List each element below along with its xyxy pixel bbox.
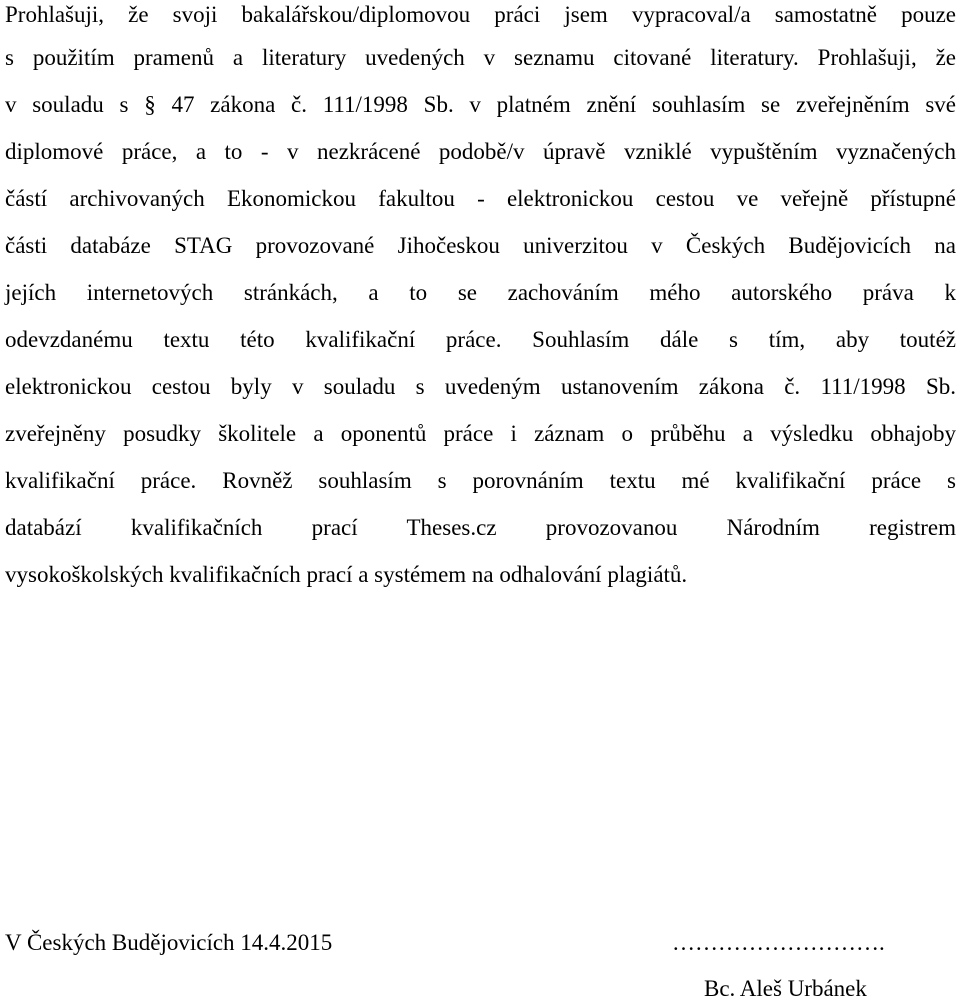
declaration-line: v souladu s § 47 zákona č. 111/1998 Sb. v platném znění souhlasím se zveřejněním své	[5, 92, 956, 117]
place-and-date: V Českých Budějovicích 14.4.2015	[5, 930, 333, 955]
declaration-line: odevzdanému textu této kvalifikační práce. Souhlasím dále s tím, aby toutéž	[5, 327, 956, 352]
author-name: Bc. Aleš Urbánek	[704, 976, 867, 1001]
signature-line: ……………………….	[672, 930, 885, 955]
declaration-line: kvalifikační práce. Rovněž souhlasím s porovnáním textu mé kvalifikační práce s	[5, 468, 956, 493]
declaration-line: částí archivovaných Ekonomickou fakultou - elektronickou cestou ve veřejně přístupné	[5, 186, 956, 211]
declaration-line: elektronickou cestou byly v souladu s uvedeným ustanovením zákona č. 111/1998 Sb.	[5, 374, 956, 399]
declaration-line: s použitím pramenů a literatury uvedených v seznamu citované literatury. Prohlašuji, že	[5, 45, 956, 70]
declaration-line: části databáze STAG provozované Jihočeskou univerzitou v Českých Budějovicích na	[5, 233, 956, 258]
declaration-line: jejích internetových stránkách, a to se zachováním mého autorského práva k	[5, 280, 956, 305]
declaration-line: diplomové práce, a to - v nezkrácené podobě/v úpravě vzniklé vypuštěním vyznačených	[5, 139, 956, 164]
declaration-line: zveřejněny posudky školitele a oponentů práce i záznam o průběhu a výsledku obhajoby	[5, 421, 956, 446]
declaration-line: databází kvalifikačních prací Theses.cz provozovanou Národním registrem	[5, 515, 956, 540]
declaration-line: vysokoškolských kvalifikačních prací a systémem na odhalování plagiátů.	[5, 562, 688, 587]
declaration-line: Prohlašuji, že svoji bakalářskou/diplomovou práci jsem vypracoval/a samostatně pouze	[5, 2, 956, 27]
